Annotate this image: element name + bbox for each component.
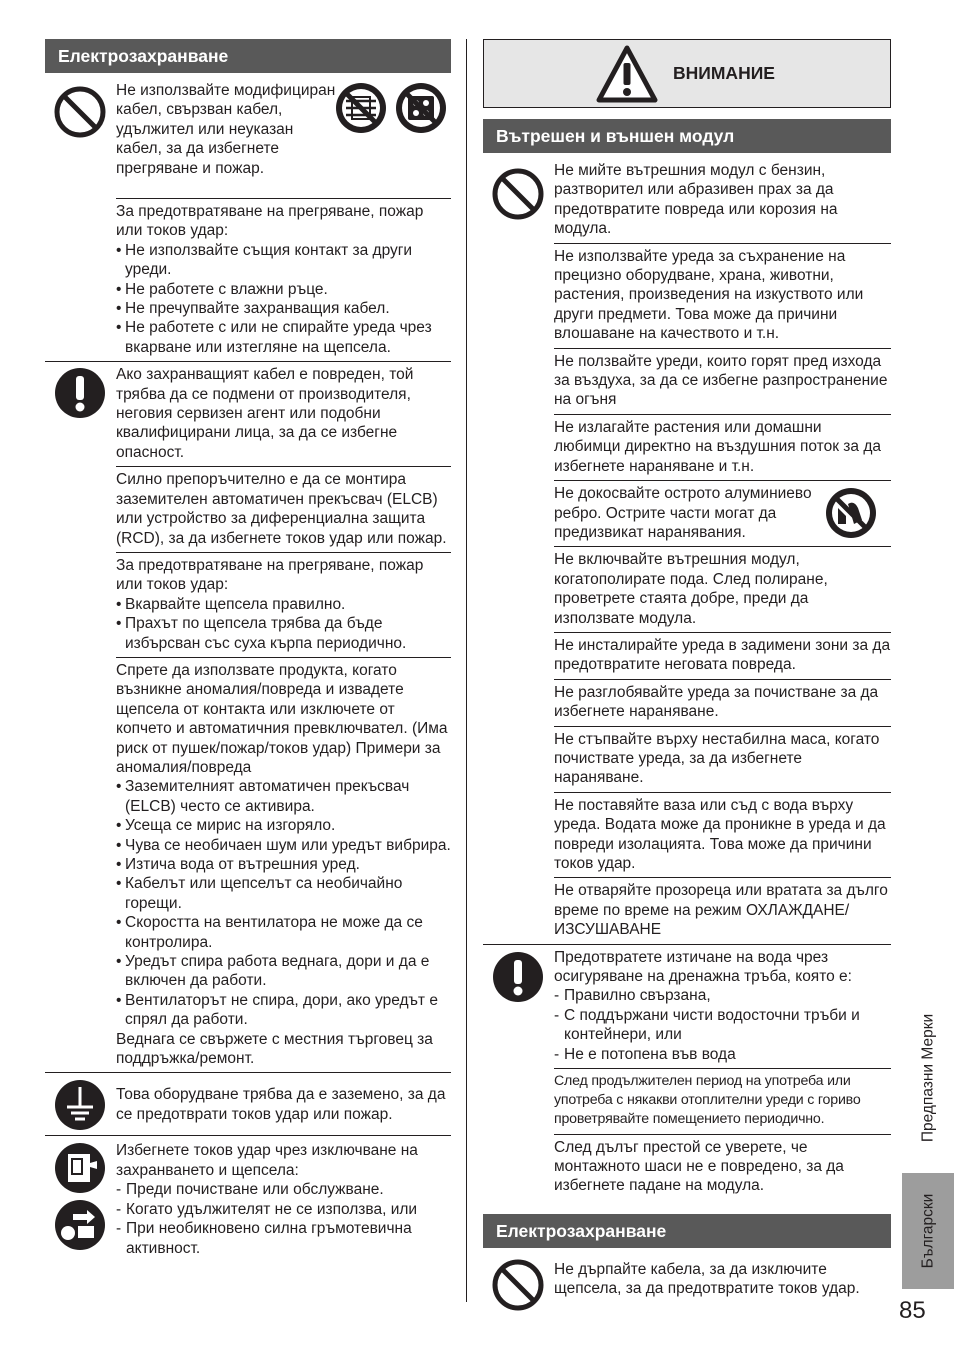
warning-triangle-icon [595,44,659,104]
unit-rule: Не мийте вътрешния модул с бензин, разтворител или абразивен прах за да предотвратите повреда или корозия на модула. [554,161,891,244]
side-label-precautions: Предпазни Мерки [919,1013,937,1143]
list-item: • Не работете с влажни ръце. [116,280,451,299]
list-item: - Когато удължителят не се използва, или [116,1200,451,1219]
chassis-block: След дълъг престой се уверете, че монтажното шаси не е повредено, за да избегнете падане на модула. [554,1138,844,1195]
elcb-rcd-block: Силно препоръчително е да се монтира заземителен автоматичен прекъсвач (ELCB) или устройство за диференциална защита (RCD), за да избегнете токов удар или пожар. [116,467,451,553]
list-item: - Правилно свързана, [554,986,891,1005]
language-tab: Български [902,1173,954,1289]
prohibition-icon [491,1258,545,1312]
unit-rule: Не отваряйте прозореца или вратата за дълго време по време на режим ОХЛАЖДАНЕ/ИЗСУШАВАНЕ [554,882,888,939]
switch-off-icon [53,1141,107,1195]
unit-rule: Не докосвайте острото алуминиево ребро. Острите части могат да предизвикат наранявания. [554,481,891,547]
page-number: 85 [899,1297,926,1324]
unit-rule: Не поставяйте ваза или съд с вода върху уреда. Водата може да проникне в уреда и да повреди изолацията. Това може да причини токов удар. [554,793,891,879]
abnormality-block: Спрете да използвате продукта, когато възникне аномалия/повреда и извадете щепсела от контакта или изключете от копчето и автоматичния превключвател. (Има риск от пушек/пожар/токов удар) Примери за аномалия/повреда • Заземителният автоматичен прекъсвач (ELCB) често се активира. • Усеща се мирис на изгоряло. • Чува се необичаен шум или уредът вибрира. • Изтича вода от вътрешния уред. • Кабелът или щепселът са необичайно горещи. • Скоростта на вентилатора не може да се контролира. • Уредът спира работа веднага, дори и да е включен да работи. • Вентилаторът не спира, дори, ако уредът е спрял да работи. Веднага се свържете с местния търговец за поддръжка/ремонт. [116,658,451,1073]
unplug-icon [53,1198,107,1252]
plug-care-list [116,595,451,653]
list-item: • Кабелът или щепселът са необичайно горещи. [116,874,451,913]
list-item: • Чува се необичаен шум или уредът вибрира. [116,836,451,855]
caution-box [483,39,891,108]
unit-rule: Не излагайте растения или домашни любимци директно на въздушния поток за да избегнете нараняване и т.н. [554,415,891,481]
unit-rule: Не ползвайте уреди, които горят пред изхода за въздуха, за да се избегне разпространение на огъня [554,349,891,415]
list-item: • Вентилаторът не спира, дори, ако уредът е спрял да работи. [116,991,451,1030]
no-extension-cord-icon [334,81,388,135]
section-heading-power: Електрозахранване [483,1214,891,1248]
caution-label: ВНИМАНИЕ [673,63,775,83]
no-touch-fin-icon [824,486,878,540]
unplug-list [116,1180,451,1258]
unit-prohibition-group [483,161,891,945]
list-item: - С поддържани чисти водосточни тръби и контейнери, или [554,1006,891,1045]
cable-pull-block: Не дърпайте кабела, за да изключите щепсела, за да предотвратите токов удар. [554,1260,860,1298]
list-item: • Заземителният автоматичен прекъсвач (ELCB) често се активира. [116,777,451,816]
unit-rule: Не използвайте уреда за съхранение на прецизно оборудване, храна, животни, растения, произведения на изкуството или други предмети. Това може да причини влошаване на качеството и т.н. [554,244,891,349]
list-item: • Прахът по щепсела трябва да бъде избърсван със суха кърпа периодично. [116,614,451,653]
mandatory-exclamation-icon [491,950,545,1004]
list-item: • Изтича вода от вътрешния уред. [116,855,451,874]
unplug-group [45,1136,451,1261]
list-item: - Преди почистване или обслужване. [116,1180,451,1199]
mandatory-exclamation-icon [53,366,107,420]
power-mandatory-group [45,362,451,1073]
unit-rule: Не включвайте вътрешния модул, когатополирате пода. След полиране, проветрете стаята добре, преди да използвате модула. [554,547,891,633]
unit-rule: Не разглобявайте уреда за почистване за да избегнете нараняване. [554,680,891,727]
earthing-block: Това оборудване трябва да е заземено, за да се предотврати токов удар или пожар. [116,1086,446,1123]
drain-list [554,986,891,1064]
list-item: • Не пречупвайте захранващия кабел. [116,299,451,318]
list-item: • Уредът спира работа веднага, дори и да е включен да работи. [116,952,451,991]
list-item: • Не използвайте същия контакт за други уреди. [116,241,451,280]
section-heading-indoor-outdoor: Вътрешен и външен модул [483,119,891,153]
power-prohibition-group [45,81,451,362]
overheating-list [116,241,451,357]
unit-rule: Не инсталирайте уреда в задимени зони за да предотвратите неговата повреда. [554,633,891,680]
plug-care-block: За предотвратяване на прегряване, пожар или токов удар: • Вкарвайте щепсела правилно. • Прахът по щепсела трябва да бъде избърсван със суха кърпа периодично. [116,553,451,658]
ventilation-block: След продължителен период на употреба или употреба с някакви отоплителни уреди с гориво проветрявайте помещението периодично. [554,1069,891,1135]
modified-cable-warning: Не използвайте модифициран кабел, свързван кабел, удължител или неуказан кабел, за да избегнете прегряване и пожар. [116,81,451,199]
drain-block: Предотвратете изтичане на вода чрез осигуряване на дренажна тръба, която е: - Правилно свързана, - С поддържани чисти водосточни тръби и контейнери, или - Не е потопена във вода [554,945,891,1069]
list-item: • Не работете с или не спирайте уреда чрез вкарване или изтегляне на щепсела. [116,318,451,357]
damaged-cable-block: Ако захранващият кабел е повреден, той трябва да се подмени от производителя, неговия сервизен агент или подобни квалифицирани лица, за да се избегне опасност. [116,362,451,467]
prohibition-icon [53,85,107,139]
list-item: • Скоростта на вентилатора не може да се контролира. [116,913,451,952]
unit-rule: Не стъпвайте върху нестабилна маса, когато почиствате уреда, за да избегнете нараняване. [554,727,891,793]
list-item: - При необикновено силна гръмотевична активност. [116,1219,451,1258]
list-item: • Усеща се мирис на изгоряло. [116,816,451,835]
right-column [483,39,891,1303]
abnormality-list [116,777,451,1029]
column-divider [466,39,467,1302]
overheating-prevention-block: За предотвратяване на прегряване, пожар или токов удар: • Не използвайте същия контакт за други уреди. • Не работете с влажни ръце. • Не пречупвайте захранващия кабел. • Не работете с или не спирайте уреда чрез вкарване или изтегляне на щепсела. [116,199,451,361]
earth-ground-icon [53,1078,107,1132]
section-heading-power: Електрозахранване [45,39,451,73]
cable-pull-group [483,1256,891,1303]
unplug-block: Избегнете токов удар чрез изключване на захранването и щепсела: - Преди почистване или обслужване. - Когато удължителят не се използва, или - При необикновено силна гръмотевична активност. [116,1136,451,1261]
list-item: • Вкарвайте щепсела правилно. [116,595,451,614]
prohibition-icon [491,167,545,221]
list-item: - Не е потопена във вода [554,1045,891,1064]
unit-mandatory-group [483,945,891,1200]
left-column [45,39,451,1262]
no-multi-plug-icon [394,81,448,135]
earthing-group [45,1073,451,1136]
